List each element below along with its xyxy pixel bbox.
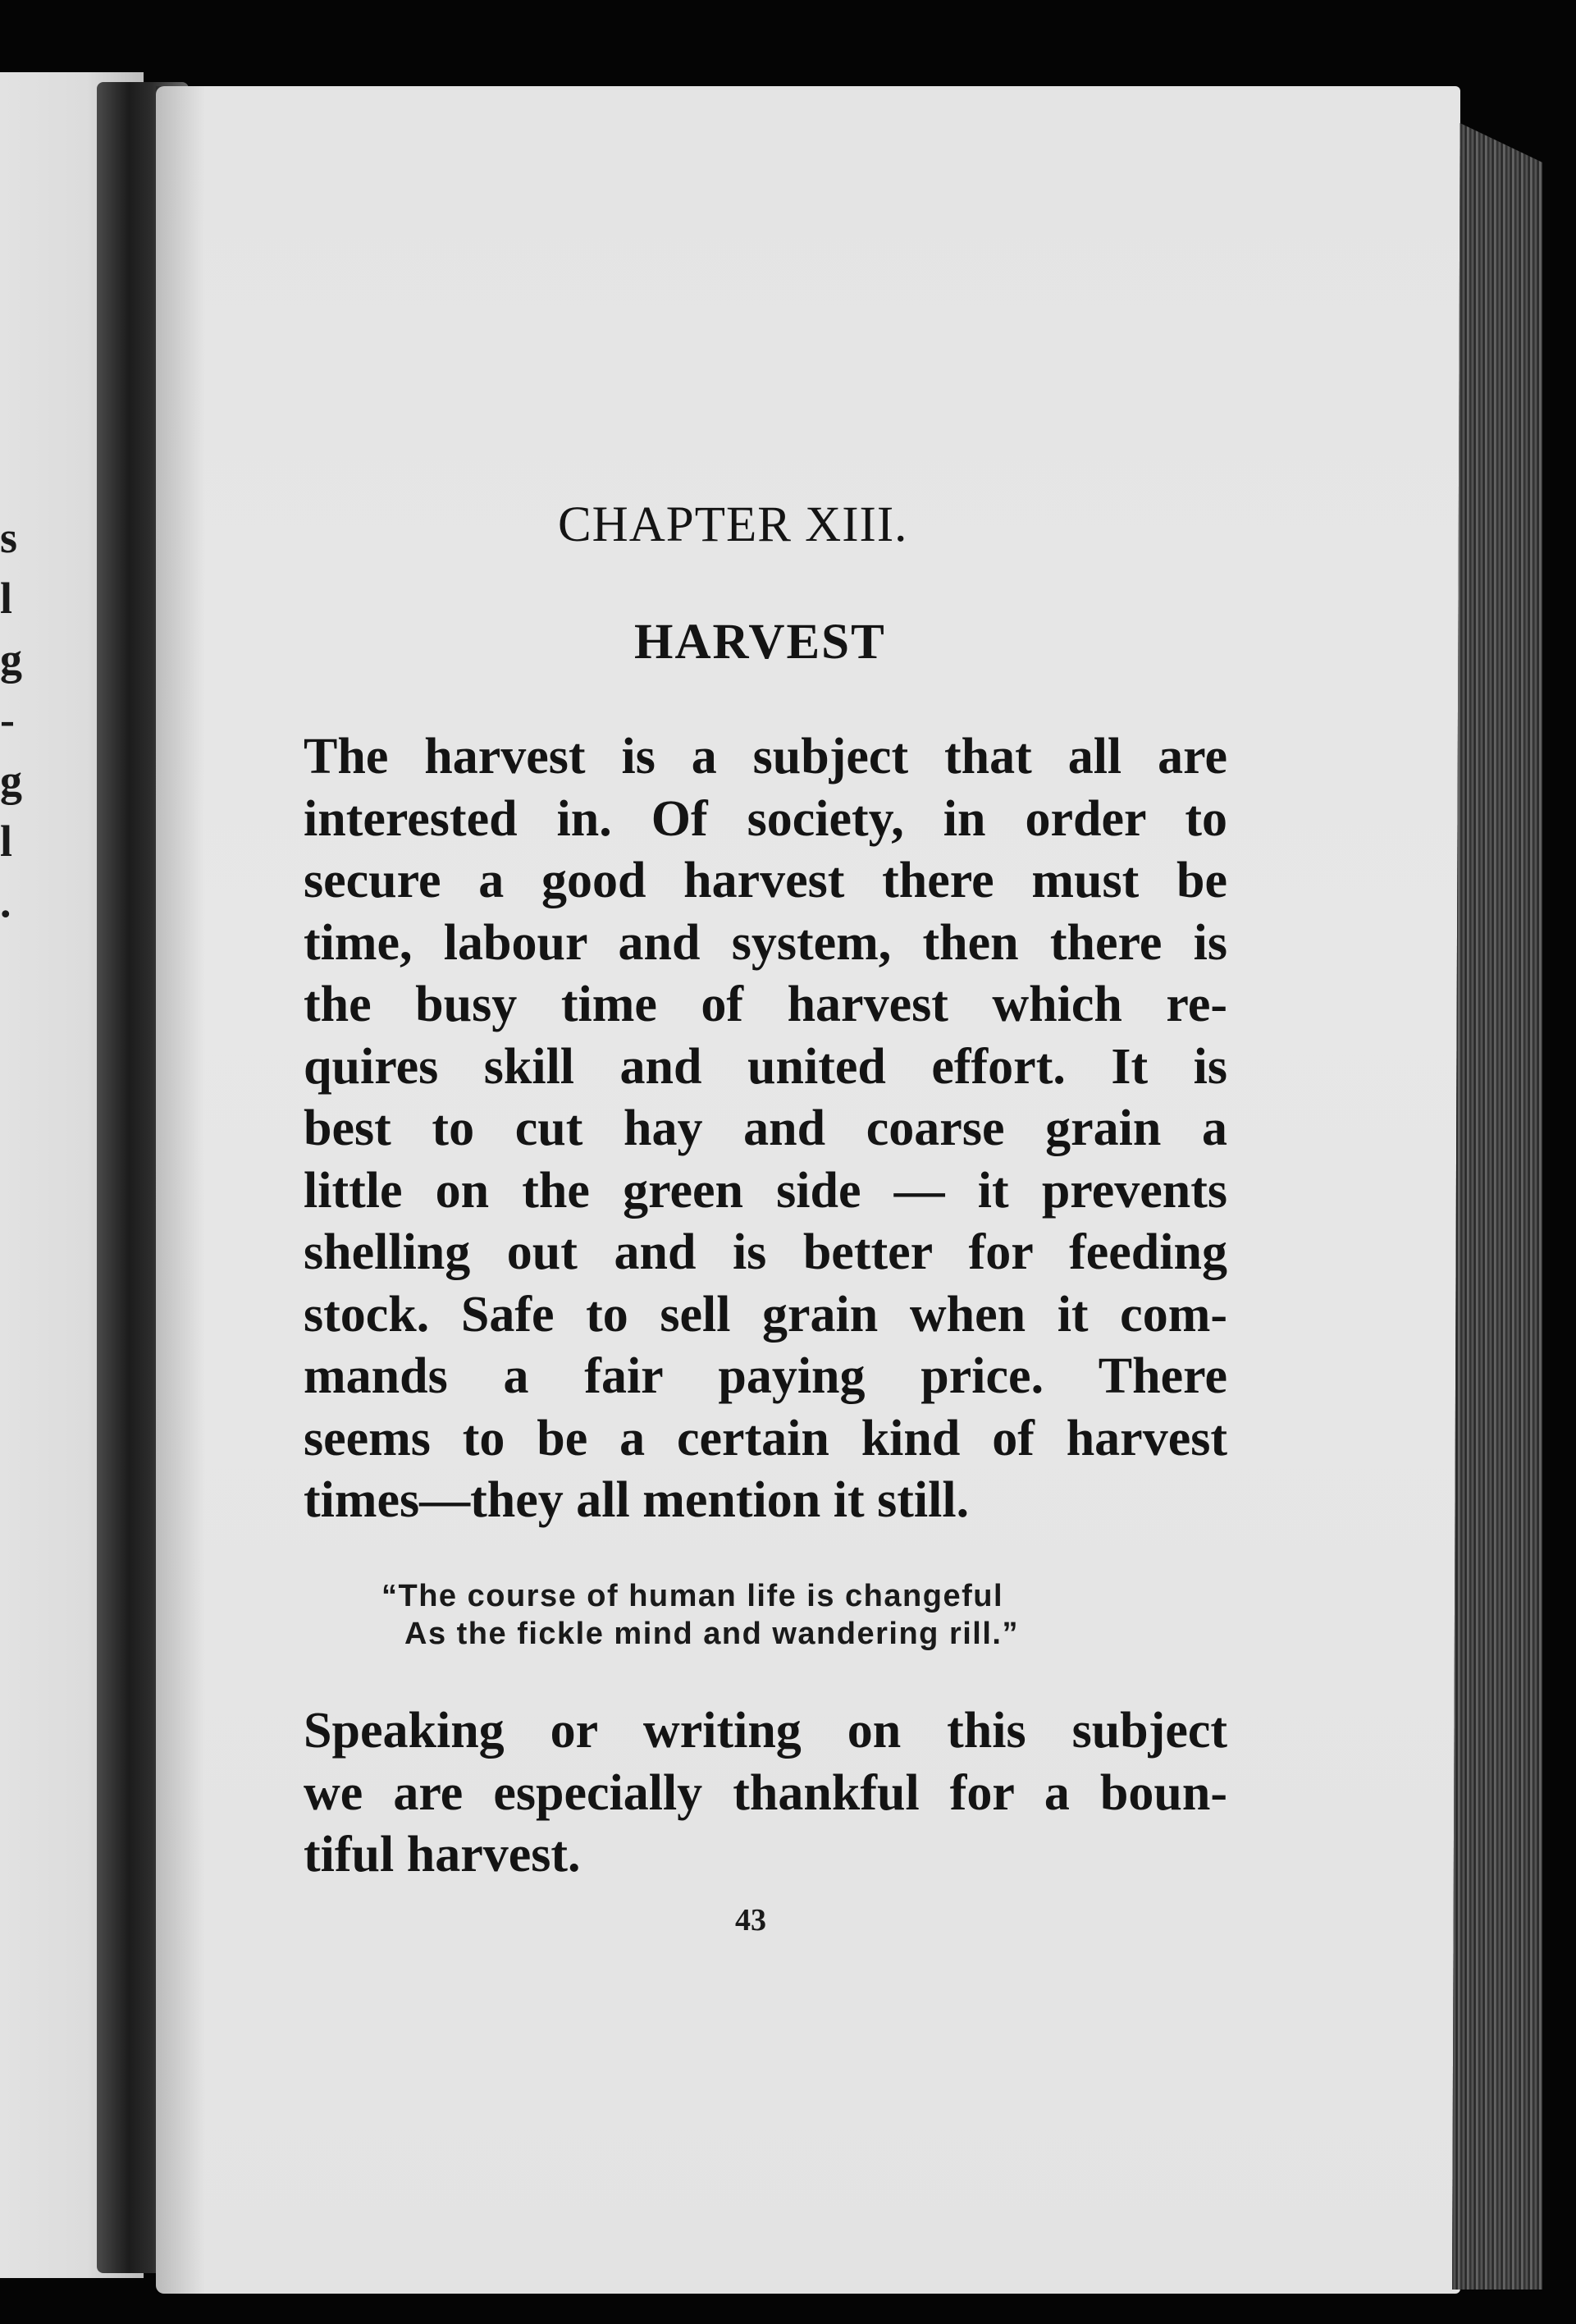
paragraph-line: secure a good harvest there must be bbox=[304, 853, 1227, 908]
left-page-glyph: g bbox=[0, 756, 22, 805]
paragraph-line: best to cut hay and coarse grain a bbox=[304, 1100, 1227, 1156]
paragraph-1 bbox=[304, 726, 1227, 1532]
verse-line: “The course of human life is changeful bbox=[381, 1579, 1003, 1613]
paragraph-line: we are especially thankful for a boun- bbox=[304, 1764, 1227, 1821]
paragraph-line: shelling out and is better for feeding bbox=[304, 1224, 1227, 1280]
left-page-glyph: - bbox=[0, 695, 15, 744]
left-page-glyph: . bbox=[0, 877, 11, 926]
paragraph-line: Speaking or writing on this subject bbox=[304, 1703, 1227, 1759]
paragraph-line: seems to be a certain kind of harvest bbox=[304, 1410, 1227, 1466]
paragraph-line: times—they all mention it still. bbox=[304, 1472, 970, 1528]
verse-line: As the fickle mind and wandering rill.” bbox=[404, 1617, 1019, 1651]
left-page-edge-text bbox=[0, 507, 22, 932]
paragraph-2 bbox=[304, 1700, 1227, 1887]
verse-quote bbox=[381, 1577, 1019, 1653]
paragraph-line: The harvest is a subject that all are bbox=[304, 729, 1227, 785]
paragraph-line: little on the green side — it prevents bbox=[304, 1162, 1227, 1219]
left-page-glyph: l bbox=[0, 817, 13, 866]
left-page-glyph: l bbox=[0, 574, 13, 623]
chapter-title: HARVEST bbox=[634, 615, 886, 670]
paragraph-line: the busy time of harvest which re- bbox=[304, 977, 1227, 1032]
paragraph-line: stock. Safe to sell grain when it com- bbox=[304, 1286, 1227, 1343]
paragraph-line: tiful harvest. bbox=[304, 1827, 581, 1883]
chapter-heading: CHAPTER XIII. bbox=[558, 497, 908, 552]
page-shadow bbox=[156, 86, 205, 2294]
left-page-glyph: g bbox=[0, 634, 22, 684]
paragraph-line: time, labour and system, then there is bbox=[304, 914, 1227, 971]
page-block-edge bbox=[1452, 123, 1551, 2290]
paragraph-line: mands a fair paying price. There bbox=[304, 1348, 1227, 1404]
paragraph-line: quires skill and united effort. It is bbox=[304, 1038, 1227, 1095]
paragraph-line: interested in. Of society, in order to bbox=[304, 790, 1227, 847]
background-edge bbox=[1542, 115, 1576, 2324]
page-number: 43 bbox=[735, 1903, 766, 1937]
left-page-glyph: s bbox=[0, 513, 18, 562]
